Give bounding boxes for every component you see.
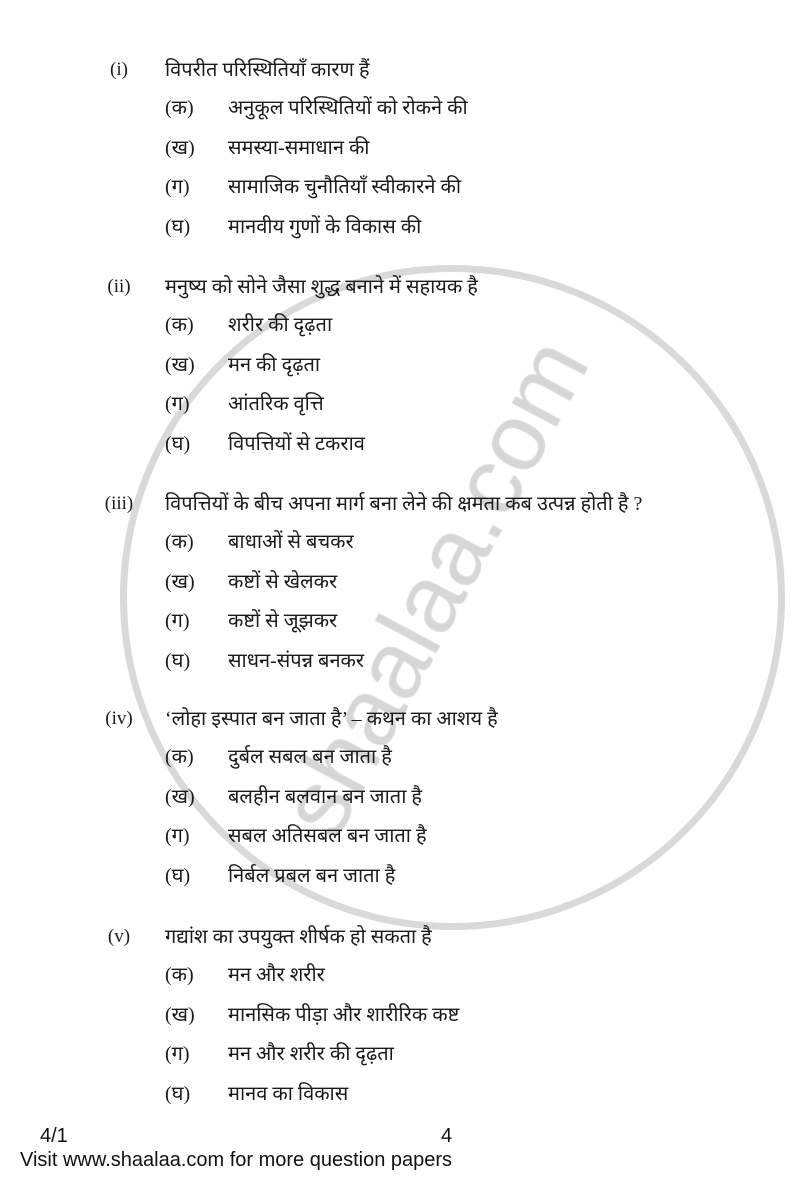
paper-code: 4/1: [40, 1125, 68, 1147]
option-label: (क): [165, 964, 194, 986]
footer-visit-link[interactable]: Visit www.shaalaa.com for more question papers: [20, 1149, 453, 1171]
option-text: अनुकूल परिस्थितियों को रोकने की: [228, 97, 468, 119]
option-label: (क): [165, 97, 194, 119]
option-text: मन और शरीर: [228, 964, 325, 986]
option-label: (क): [165, 746, 194, 768]
option-label: (ख): [165, 785, 195, 808]
question-number: (i): [110, 59, 128, 80]
option-label: (ख): [165, 1003, 195, 1026]
question-number: (iii): [104, 493, 134, 514]
option-label: (घ): [165, 649, 191, 672]
option-text: सामाजिक चुनौतियाँ स्वीकारने की: [228, 176, 461, 198]
option-label: (क): [165, 531, 194, 553]
option-label: (ग): [165, 610, 190, 632]
option-text: मन की दृढ़ता: [228, 353, 321, 376]
option-text: मानवीय गुणों के विकास की: [228, 215, 422, 238]
option-label: (घ): [165, 1082, 191, 1105]
option-label: (ख): [165, 570, 195, 593]
question-text: मनुष्य को सोने जैसा शुद्ध बनाने में सहायक है: [165, 276, 478, 298]
question-number: (ii): [107, 276, 131, 297]
option-text: समस्या-समाधान की: [228, 136, 370, 159]
option-text: मानसिक पीड़ा और शारीरिक कष्ट: [228, 1003, 460, 1026]
option-text: बाधाओं से बचकर: [228, 531, 354, 553]
option-text: मन और शरीर की दृढ़ता: [228, 1043, 394, 1065]
question-text: विपत्तियों के बीच अपना मार्ग बना लेने की क्षमता कब उत्पन्न होती है ?: [165, 493, 643, 515]
question-number: (iv): [105, 708, 133, 729]
option-text: निर्बल प्रबल बन जाता है: [228, 864, 396, 887]
page-number: 4: [441, 1125, 453, 1147]
question-text: ‘लोहा इस्पात बन जाता है’ – कथन का आशय है: [165, 708, 498, 730]
question-text: विपरीत परिस्थितियाँ कारण हैं: [165, 59, 370, 81]
option-text: शरीर की दृढ़ता: [228, 314, 333, 336]
question-text: गद्यांश का उपयुक्त शीर्षक हो सकता है: [165, 926, 432, 948]
option-label: (ख): [165, 353, 195, 376]
option-text: विपत्तियों से टकराव: [228, 432, 365, 455]
option-label: (ग): [165, 825, 190, 847]
option-label: (ग): [165, 1043, 190, 1065]
option-text: कष्टों से खेलकर: [228, 570, 338, 593]
option-label: (क): [165, 314, 194, 336]
option-label: (ग): [165, 176, 190, 198]
option-label: (घ): [165, 864, 191, 887]
option-label: (घ): [165, 432, 191, 455]
option-text: कष्टों से जूझकर: [228, 610, 338, 632]
option-label: (ग): [165, 393, 190, 415]
option-text: मानव का विकास: [228, 1082, 349, 1105]
option-label: (ख): [165, 136, 195, 159]
question-number: (v): [107, 926, 131, 947]
option-label: (घ): [165, 215, 191, 238]
option-text: बलहीन बलवान बन जाता है: [228, 785, 422, 808]
option-text: आंतरिक वृत्ति: [228, 393, 324, 415]
option-text: सबल अतिसबल बन जाता है: [228, 825, 427, 847]
option-text: साधन-संपन्न बनकर: [228, 649, 365, 672]
option-text: दुर्बल सबल बन जाता है: [228, 746, 392, 768]
